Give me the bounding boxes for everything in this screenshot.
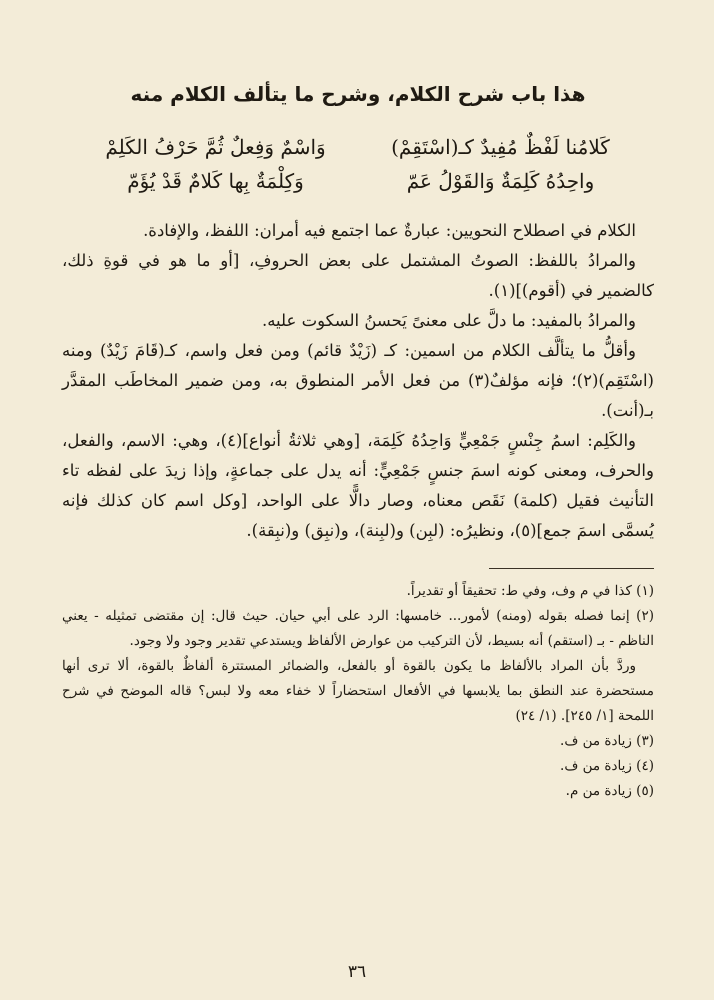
footnote-4: (٤) زيادة من ف. [560,758,654,774]
paragraph-lafz: والمرادُ باللفظ: الصوتُ المشتمل على بعض الحروفِ، [أو ما هو في قوةِ ذلك، كالضمير في (أقوم)](١). [62,251,654,300]
commentary-text [62,216,654,546]
verse-1-second-hemistich: وَاسْمٌ وَفِعلٌ ثُمَّ حَرْفُ الكَلِمْ [105,135,326,159]
footnote-1: (١) كذا في م وف، وفي ط: تحقيقاً أو تقديراً. [406,583,654,599]
footnote-2-continued: وردَّ بأن المراد بالألفاظ ما يكون بالقوة أو بالفعل، والضمائر المستترة ألفاظٌ بالقوة، ألا ترى أنها مستحضرة عند النطق بما يلابسها في الأفعال استحضاراً لا خفاء معه ولا لبس؟ قاله الموضح في شرح اللمحة [١/ ٢٤٥]. (١/ ٢٤) [62,658,654,724]
paragraph-kalim: والكَلِم: اسمُ جِنْسٍ جَمْعِيٍّ وَاحِدُهُ كَلِمَة، [وهي ثلاثةُ أنواع](٤)، وهي: الاسم، والفعل، والحرف، ومعنى كونه اسمَ جنسٍ جَمْعِيٍّ: أنه يدل على جماعةٍ، وإذا زيدَ على لفظه تاء التأنيث فقيل (كلمة) نَقَص معناه، وصار دالًّا على الواحد، [وكل اسم كان كذلك فإنه يُسمَّى اسمَ جمع](٥)، ونظيرُه: (لبِن) و(لبِنة)، و(نبِق) و(نبِقة). [62,431,654,540]
footnotes [62,579,654,804]
paragraph-mufid: والمرادُ بالمفيد: ما دلَّ على معنىً يَحسنُ السكوت عليه. [261,311,636,330]
chapter-title: هذا باب شرح الكلام، وشرح ما يتألف الكلام منه [130,82,586,106]
page-number: ٣٦ [347,962,367,982]
verse-1-first-hemistich: كَلامُنا لَفْظٌ مُفِيدٌ كـ(اسْتَقِمْ) [391,135,610,159]
verse-line-2 [84,164,632,198]
verse-block [62,130,654,198]
paragraph-minimum: وأقلُّ ما يتألَّف الكلام من اسمين: كـ (زَيْدٌ قائم) ومن فعل واسم، كـ(قَامَ زَيْدٌ) ومنه (اسْتَقِم)(٢)؛ فإنه مؤلفٌ(٣) من فعل الأمر المنطوق به، ومن ضمير المخاطَب المقدَّر بـ(أنت). [62,341,654,420]
footnote-3: (٣) زيادة من ف. [560,733,654,749]
footnote-2: (٢) إنما فصله بقوله (ومنه) لأمور... خامسها: الرد على أبي حيان. حيث قال: إن مقتضى تمثيله - يعني الناظم - بـ (استقم) أنه بسيط، لأن التركيب من عوارض الألفاظ ويستدعي تقدير وجود ولا وجود. [62,608,654,649]
verse-line-1 [84,130,632,164]
verse-2-first-hemistich: واحِدُهُ كَلِمَةٌ وَالقَوْلُ عَمّ [406,169,595,193]
footnote-separator [489,568,654,569]
footnote-5: (٥) زيادة من م. [565,783,654,799]
paragraph-definition: الكلام في اصطلاح النحويين: عبارةٌ عما اجتمع فيه أمران: اللفظ، والإفادة. [143,221,636,240]
verse-2-second-hemistich: وَكِلْمَةٌ بِها كَلامٌ قَدْ يُؤَمّ [127,169,304,193]
